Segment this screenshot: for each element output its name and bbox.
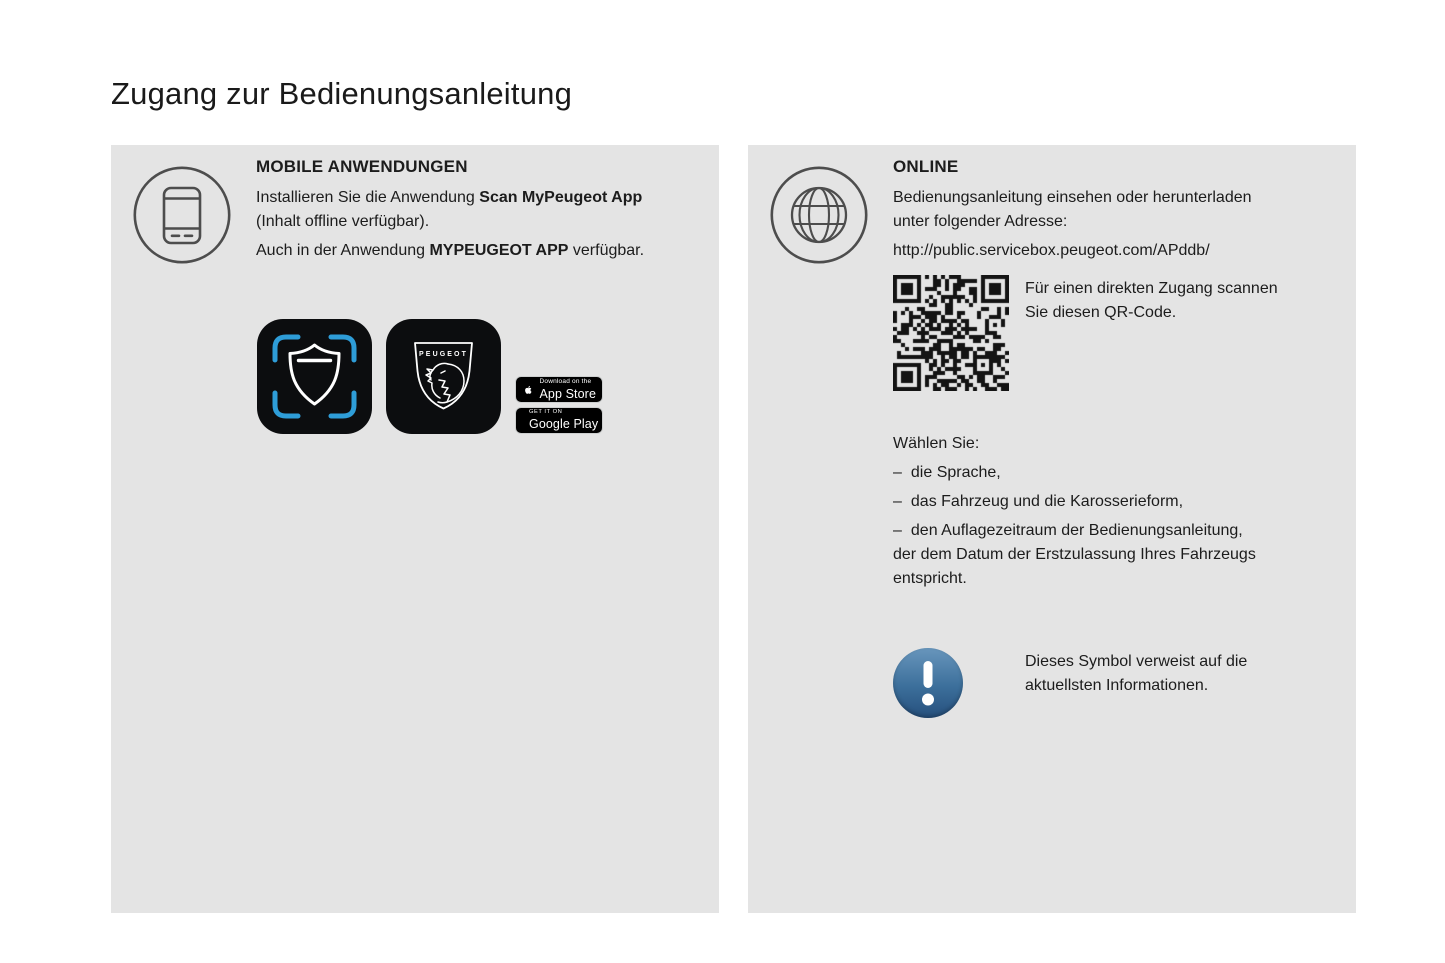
globe-icon bbox=[769, 165, 869, 265]
list-dash: – bbox=[893, 493, 902, 510]
mypeugeot-app-name: MYPEUGEOT APP bbox=[429, 242, 569, 259]
list-item bbox=[893, 519, 1268, 591]
info-text-line1: Dieses Symbol verweist auf die bbox=[1025, 653, 1248, 670]
smartphone-icon bbox=[132, 165, 232, 265]
app-store-badge[interactable] bbox=[515, 376, 603, 403]
online-paragraph-1 bbox=[893, 186, 1341, 234]
online-p1-line1: Bedienungsanleitung einsehen oder herunterladen bbox=[893, 189, 1252, 206]
online-panel bbox=[748, 145, 1356, 913]
mobile-applications-panel bbox=[111, 145, 719, 913]
qr-caption-line1: Für einen direkten Zugang scannen bbox=[1025, 280, 1278, 297]
qr-code bbox=[893, 275, 1009, 391]
mobile-p2-suffix: verfügbar. bbox=[568, 242, 645, 259]
info-text-line2: aktuellsten Informationen. bbox=[1025, 677, 1209, 694]
online-heading: ONLINE bbox=[893, 157, 959, 176]
mobile-p2-text: Auch in der Anwendung bbox=[256, 242, 430, 259]
list-item-text: den Auflagezeitraum der Bedienungsanleitung, der dem Datum der Erstzulassung Ihres Fahrzeugs entspricht. bbox=[893, 522, 1256, 587]
info-text bbox=[1025, 648, 1315, 718]
list-item bbox=[893, 461, 1268, 485]
exclamation-info-icon bbox=[893, 648, 963, 718]
mobile-text-block bbox=[256, 157, 704, 268]
qr-caption-line2: Sie diesen QR-Code. bbox=[1025, 304, 1177, 321]
choose-heading: Wählen Sie: bbox=[893, 435, 980, 452]
choose-block bbox=[893, 432, 1268, 596]
mobile-p1-line2: (Inhalt offline verfügbar). bbox=[256, 213, 430, 230]
list-item-text: das Fahrzeug und die Karosserieform, bbox=[910, 493, 1184, 510]
store-badges-column bbox=[515, 376, 603, 434]
mobile-p1-text: Installieren Sie die Anwendung bbox=[256, 189, 480, 206]
scan-mypeugeot-app-name: Scan MyPeugeot App bbox=[479, 189, 643, 206]
apple-icon bbox=[523, 381, 534, 398]
app-store-badge-label: App Store bbox=[539, 386, 596, 401]
list-dash: – bbox=[893, 522, 902, 539]
online-p1-line2: unter folgender Adresse: bbox=[893, 213, 1068, 230]
scan-mypeugeot-app-icon bbox=[257, 319, 372, 434]
app-icons-row bbox=[257, 319, 603, 434]
qr-caption bbox=[1025, 275, 1278, 391]
info-row bbox=[893, 648, 1315, 718]
list-item bbox=[893, 490, 1268, 514]
list-item-text: die Sprache, bbox=[910, 464, 1001, 481]
mobile-paragraph-2 bbox=[256, 239, 704, 263]
list-dash: – bbox=[893, 464, 902, 481]
google-play-badge[interactable] bbox=[515, 407, 603, 434]
mypeugeot-app-icon bbox=[386, 319, 501, 434]
mobile-heading: MOBILE ANWENDUNGEN bbox=[256, 157, 468, 176]
google-play-badge-tagline: GET IT ON bbox=[529, 409, 563, 416]
app-store-badge-tagline: Download on the bbox=[539, 378, 592, 385]
online-text-block bbox=[893, 157, 1341, 268]
google-play-badge-label: Google Play bbox=[529, 417, 599, 432]
qr-row bbox=[893, 275, 1278, 391]
mobile-paragraph-1 bbox=[256, 186, 704, 234]
peugeot-logo-text: PEUGEOT bbox=[419, 351, 468, 358]
page-title: Zugang zur Bedienungsanleitung bbox=[111, 76, 573, 111]
manual-url[interactable]: http://public.servicebox.peugeot.com/APddb/ bbox=[893, 242, 1210, 259]
